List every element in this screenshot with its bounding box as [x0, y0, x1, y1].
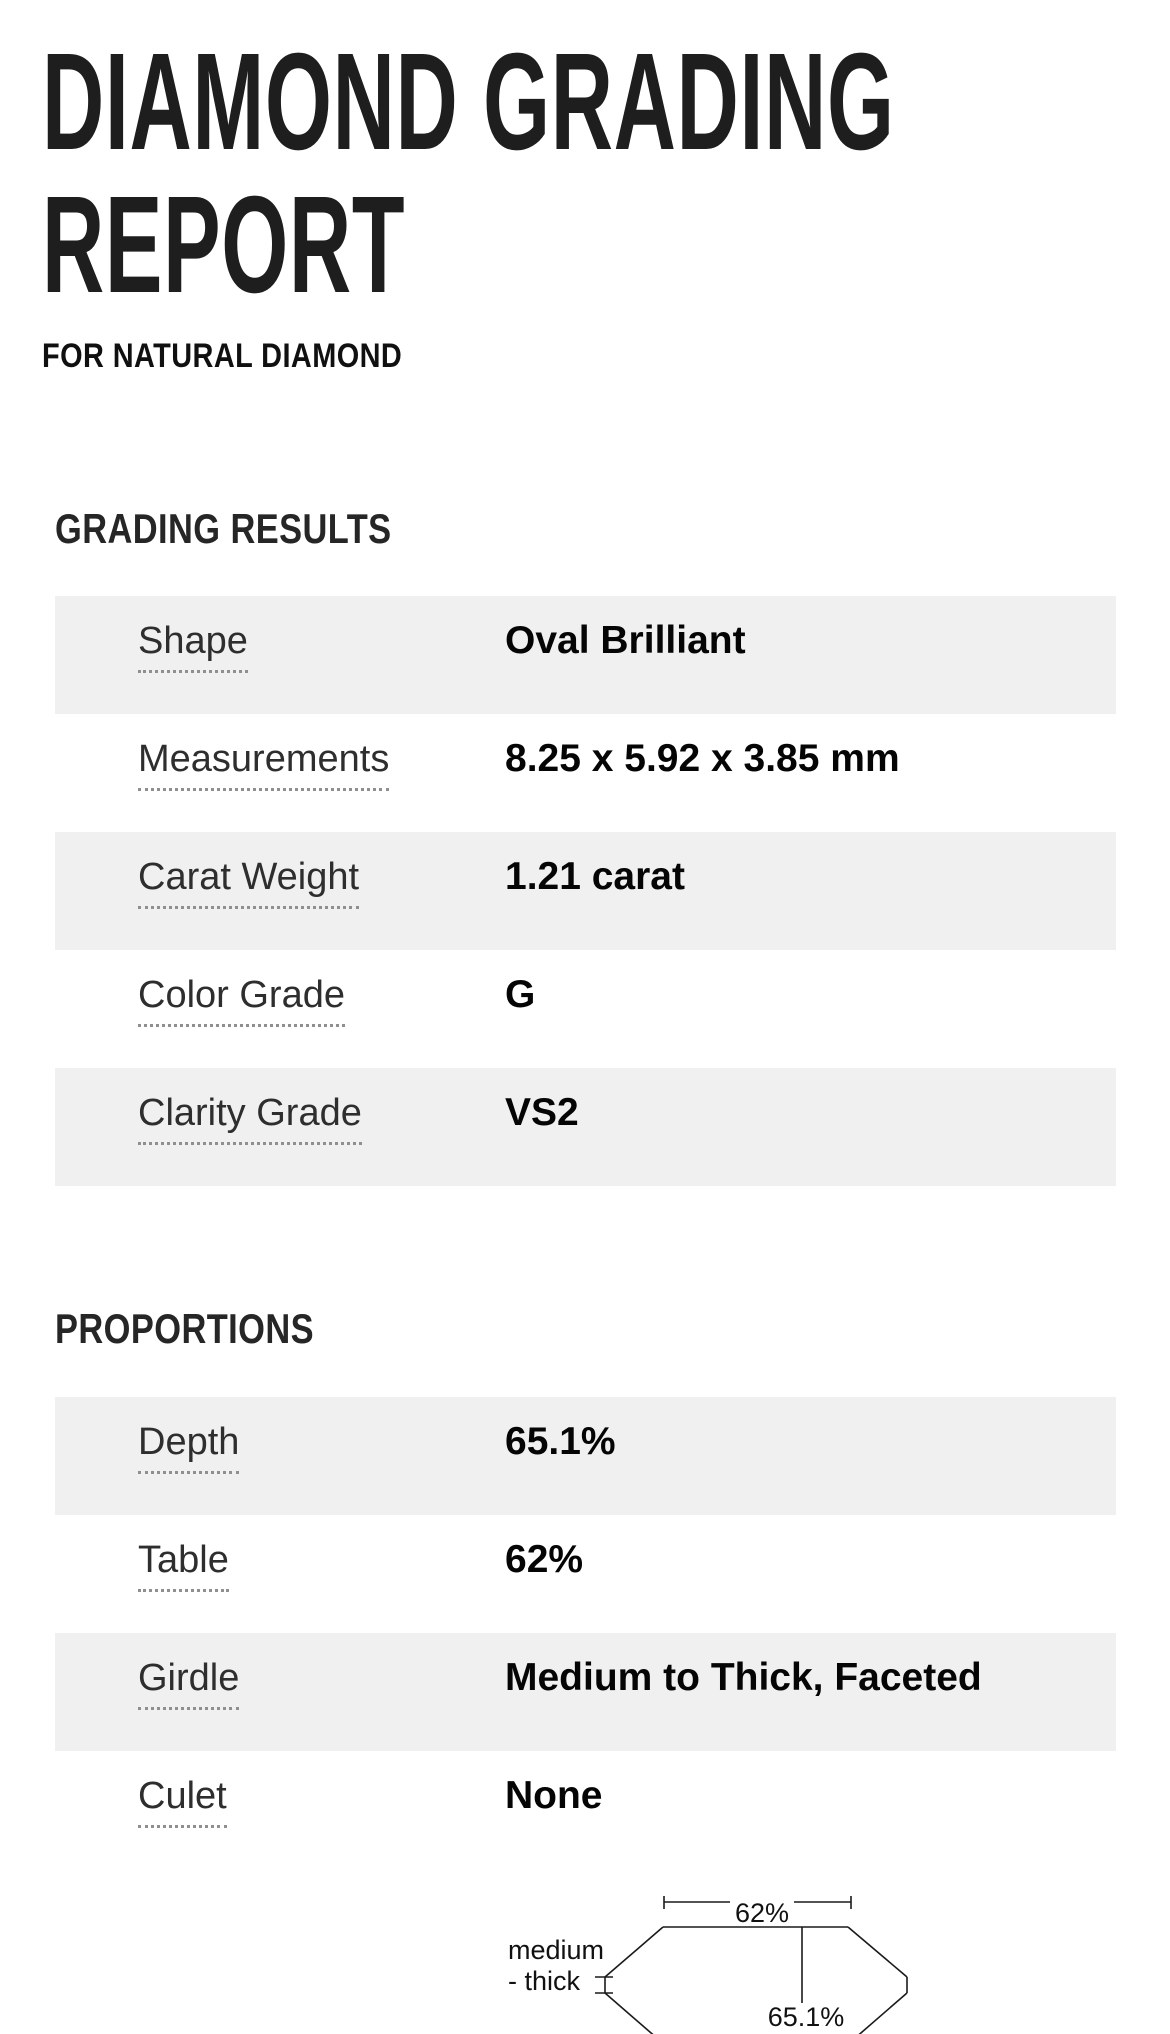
row-label-cell	[138, 1540, 505, 1592]
diamond-profile-diagram	[480, 1869, 960, 2032]
table-row-culet	[55, 1751, 1116, 1869]
row-value: 8.25 x 5.92 x 3.85 mm	[505, 737, 900, 780]
row-value: G	[505, 973, 536, 1016]
row-label-cell	[138, 1093, 505, 1145]
page-title: DIAMOND GRADING REPORT	[42, 25, 895, 322]
section-grading-results	[55, 504, 1116, 1186]
row-value: 65.1%	[505, 1420, 616, 1463]
row-value: None	[505, 1774, 603, 1817]
row-label: Color Grade	[138, 975, 345, 1027]
pavilion-left-line	[605, 1993, 756, 2034]
table-row-carat-weight	[55, 832, 1116, 950]
table-percent-label: 62%	[734, 1898, 790, 1928]
row-label-cell	[138, 857, 505, 909]
row-label-cell	[138, 1776, 505, 1828]
row-label-cell	[138, 1658, 505, 1710]
row-label: Girdle	[138, 1658, 239, 1710]
proportions-table	[55, 1397, 1116, 1869]
depth-percent-label: 65.1%	[767, 2002, 845, 2032]
section-proportions	[55, 1304, 1116, 1869]
table-row-color-grade	[55, 950, 1116, 1068]
row-label-cell	[138, 739, 505, 791]
crown-left-line	[605, 1927, 663, 1977]
table-row-girdle	[55, 1633, 1116, 1751]
row-label: Table	[138, 1540, 229, 1592]
row-label-cell	[138, 1422, 505, 1474]
row-value: Medium to Thick, Faceted	[505, 1656, 982, 1699]
row-value: Oval Brilliant	[505, 619, 746, 662]
row-label-cell	[138, 621, 505, 673]
section-heading-grading-results: GRADING RESULTS	[55, 505, 392, 552]
page-subtitle: FOR NATURAL DIAMOND	[42, 337, 403, 375]
grading-results-table	[55, 596, 1116, 1186]
row-value: 62%	[505, 1538, 584, 1581]
crown-right-line	[848, 1927, 907, 1977]
table-row-depth	[55, 1397, 1116, 1515]
row-label: Shape	[138, 621, 248, 673]
row-label: Clarity Grade	[138, 1093, 362, 1145]
row-value: VS2	[505, 1091, 579, 1134]
row-label: Measurements	[138, 739, 389, 791]
table-row-shape	[55, 596, 1116, 714]
table-row-clarity-grade	[55, 1068, 1116, 1186]
section-heading-proportions: PROPORTIONS	[55, 1305, 315, 1352]
row-label: Depth	[138, 1422, 239, 1474]
row-label-cell	[138, 975, 505, 1027]
table-row-measurements	[55, 714, 1116, 832]
girdle-thickness-label: medium - thick	[508, 1935, 605, 1996]
table-row-table	[55, 1515, 1116, 1633]
row-label: Culet	[138, 1776, 227, 1828]
row-label: Carat Weight	[138, 857, 359, 909]
row-value: 1.21 carat	[505, 855, 685, 898]
